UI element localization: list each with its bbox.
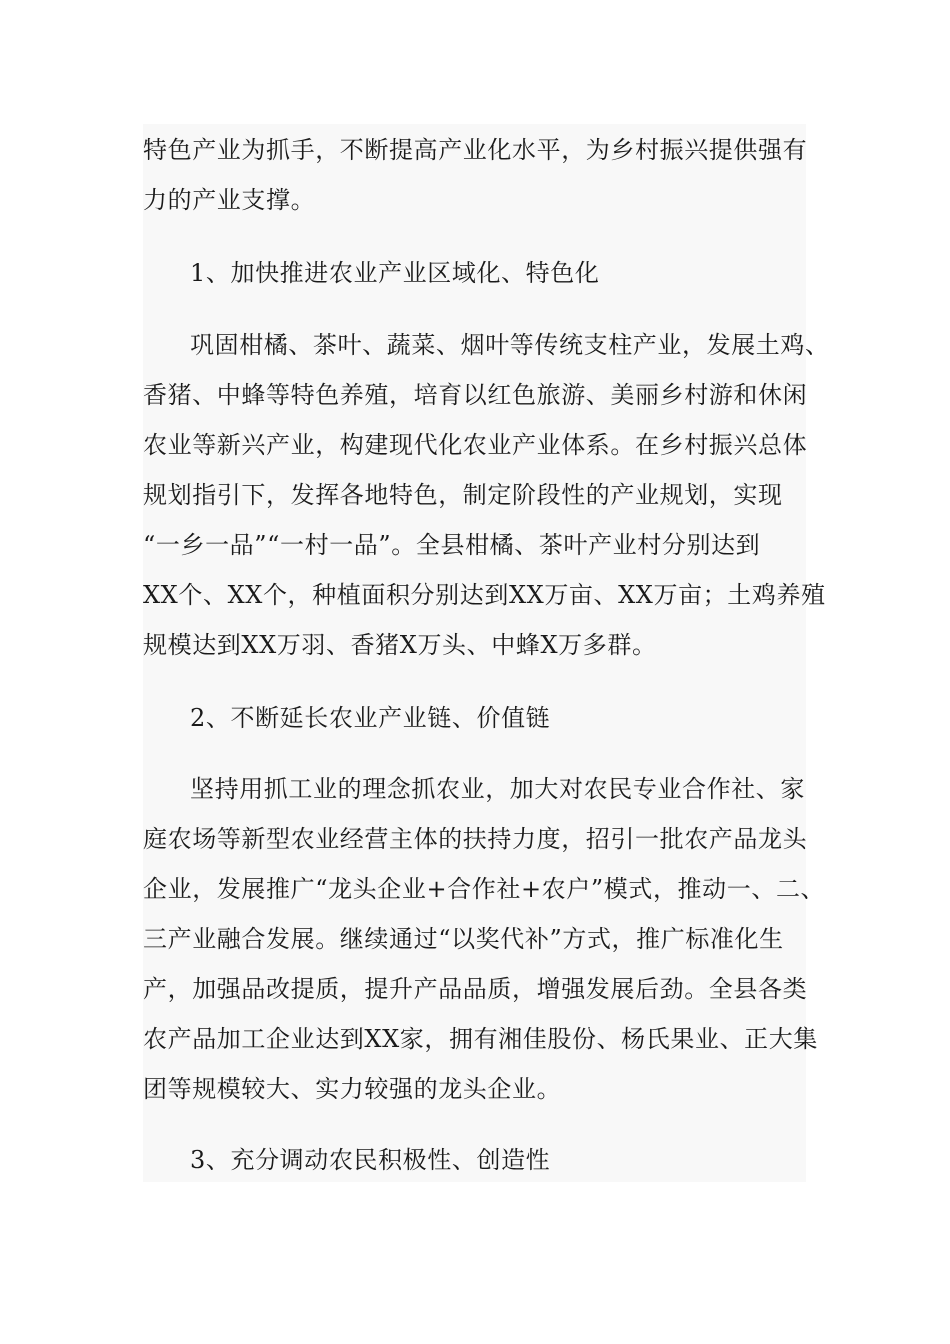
paragraph-line: 坚持用抓工业的理念抓农业，加大对农民专业合作社、家 (190, 775, 805, 803)
paragraph-line: 企业，发展推广“龙头企业+合作社+农户”模式，推动一、二、 (143, 875, 826, 903)
paragraph-line: 特色产业为抓手，不断提高产业化水平，为乡村振兴提供强有 (143, 136, 808, 164)
paragraph-line: 农业等新兴产业，构建现代化农业产业体系。在乡村振兴总体 (143, 431, 808, 459)
paragraph-line: XX个、XX个，种植面积分别达到XX万亩、XX万亩；土鸡养殖 (143, 581, 826, 609)
paragraph-line: 三产业融合发展。继续通过“以奖代补”方式，推广标准化生 (143, 925, 784, 953)
section-heading: 1、加快推进农业产业区域化、特色化 (190, 259, 600, 287)
paragraph-line: 农产品加工企业达到XX家，拥有湘佳股份、杨氏果业、正大集 (143, 1025, 818, 1053)
paragraph-line: 团等规模较大、实力较强的龙头企业。 (143, 1075, 562, 1103)
paragraph-line: 规模达到XX万羽、香猪X万头、中蜂X万多群。 (143, 631, 657, 659)
paragraph-line: “一乡一品”“一村一品”。全县柑橘、茶叶产业村分别达到 (143, 531, 761, 559)
section-heading: 2、不断延长农业产业链、价值链 (190, 704, 551, 732)
paragraph-line: 产，加强品改提质，提升产品品质，增强发展后劲。全县各类 (143, 975, 808, 1003)
paragraph-line: 力的产业支撑。 (143, 186, 316, 214)
paragraph-line: 庭农场等新型农业经营主体的扶持力度，招引一批农产品龙头 (143, 825, 808, 853)
paragraph-line: 香猪、中蜂等特色养殖，培育以红色旅游、美丽乡村游和休闲 (143, 381, 808, 409)
paragraph-line: 巩固柑橘、茶叶、蔬菜、烟叶等传统支柱产业，发展土鸡、 (190, 331, 830, 359)
section-heading: 3、充分调动农民积极性、创造性 (190, 1146, 551, 1174)
paragraph-line: 规划指引下，发挥各地特色，制定阶段性的产业规划，实现 (143, 481, 783, 509)
